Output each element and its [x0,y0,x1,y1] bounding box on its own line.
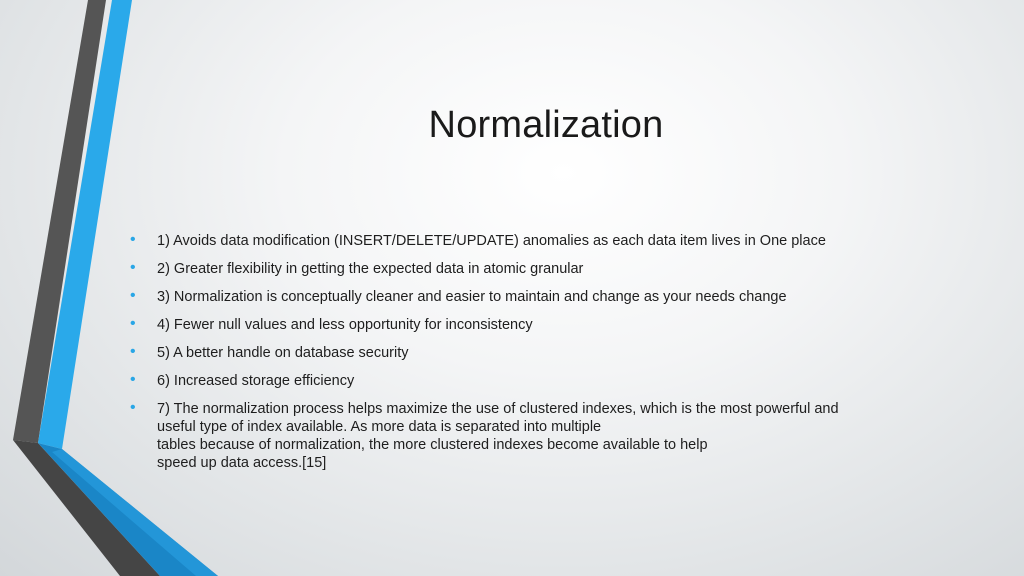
bullet-text: 2) Greater flexibility in getting the expected data in atomic granular [157,261,584,277]
bullet-item [130,260,950,278]
bullet-dot-icon: • [130,399,136,416]
bullet-item [130,288,950,306]
bullet-list [130,232,950,482]
slide-title: Normalization [428,104,664,146]
bullet-text: 4) Fewer null values and less opportunity for inconsistency [157,317,533,333]
bullet-item [130,372,950,390]
bullet-dot-icon: • [130,287,136,304]
bullet-text: 5) A better handle on database security [157,345,409,361]
bullet-text: speed up data access.[15] [157,455,327,471]
bullet-dot-icon: • [130,259,136,276]
bullet-dot-icon: • [130,315,136,332]
bullet-item [130,316,950,334]
bullet-text: tables because of normalization, the more clustered indexes become available to help [157,437,708,453]
bullet-text: 7) The normalization process helps maximize the use of clustered indexes, which is the most powerful and [157,401,839,417]
bullet-text: 6) Increased storage efficiency [157,373,355,389]
bullet-text: 1) Avoids data modification (INSERT/DELETE/UPDATE) anomalies as each data item lives in One place [157,233,826,249]
bullet-text: 3) Normalization is conceptually cleaner and easier to maintain and change as your needs change [157,289,787,305]
bullet-item [130,232,950,250]
bullet-item [130,400,950,472]
bullet-item [130,344,950,362]
bullet-dot-icon: • [130,343,136,360]
bullet-dot-icon: • [130,231,136,248]
bullet-dot-icon: • [130,371,136,388]
bullet-text: useful type of index available. As more data is separated into multiple [157,419,602,435]
